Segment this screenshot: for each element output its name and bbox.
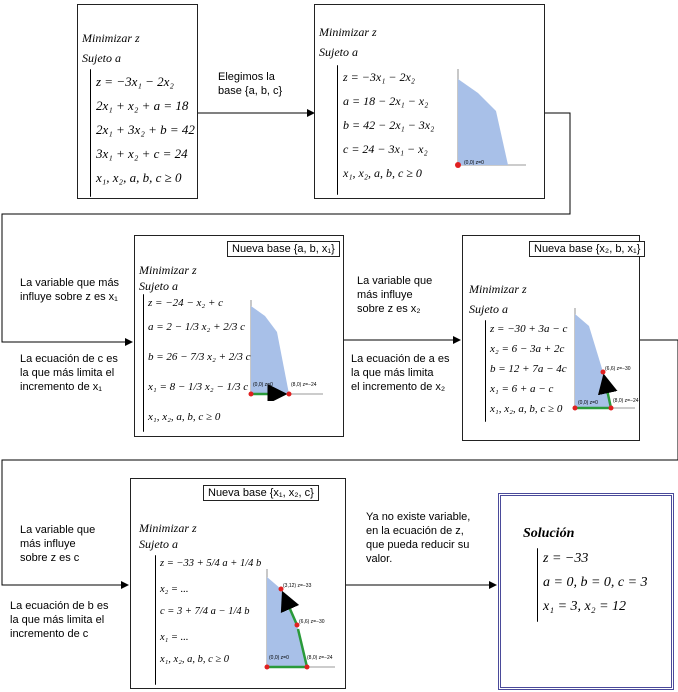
feasible-region-plot	[259, 565, 341, 677]
new-basis-label: Nueva base {x₂, b, x₁}	[529, 241, 645, 257]
equations: z = −3x₁ − 2x₂ 2x₁ + x₂ + a = 18 2x₁ + 3x₂ + b = 42 3x₁ + x₂ + c = 24 x₁, x₂, a, b, c ≥ 0	[96, 74, 195, 185]
svg-text:(0,0) z=0: (0,0) z=0	[253, 382, 273, 388]
svg-text:(3,12) z=−33: (3,12) z=−33	[283, 583, 312, 589]
entering-variable-note: La variable que más influye sobre z es x₁	[20, 277, 120, 303]
ratio-test-note: La ecuación de a es la que más limita el incremento de x₂	[351, 353, 450, 393]
system-brace	[90, 69, 91, 197]
feasible-region	[575, 314, 611, 408]
svg-text:(8,0) z=−24: (8,0) z=−24	[307, 655, 333, 661]
solution-values: z = −33 a = 0, b = 0, c = 3 x₁ = 3, x₂ = 12	[543, 551, 648, 614]
basis-x2bx1-box	[462, 235, 640, 441]
system-brace	[155, 555, 156, 685]
feasible-region-plot	[569, 304, 639, 414]
point-label: (0,0) z=0	[464, 160, 484, 166]
svg-text:(0,0) z=0: (0,0) z=0	[578, 400, 598, 406]
subject-to-label: Sujeto a	[139, 537, 178, 551]
minimize-title: Minimizar z	[319, 25, 377, 39]
point-8-0	[287, 392, 292, 397]
point-origin	[249, 392, 254, 397]
subject-to-label: Sujeto a	[469, 302, 508, 316]
point-origin	[455, 162, 461, 168]
system-brace	[143, 294, 144, 432]
basis-x1x2c-box	[130, 478, 346, 689]
system-brace	[485, 320, 486, 422]
svg-text:(0,0) z=0: (0,0) z=0	[269, 655, 289, 661]
solution-brace	[537, 548, 538, 622]
svg-text:(6,6) z=−30: (6,6) z=−30	[605, 366, 631, 372]
termination-note: Ya no existe variable, en la ecuación de z, que pueda reducir su valor.	[366, 511, 471, 565]
minimize-title: Minimizar z	[82, 31, 140, 45]
ratio-test-note: La ecuación de b es la que más limita el incremento de c	[10, 600, 109, 640]
feasible-region-plot	[450, 65, 530, 170]
subject-to-label: Sujeto a	[139, 279, 178, 293]
equations: z = −3x₁ − 2x₂ a = 18 − 2x₁ − x₂ b = 42 − 2x₁ − 3x₂ c = 24 − 3x₁ − x₂ x₁, x₂, a, b, c ≥ 0	[343, 70, 435, 180]
solution-title: Solución	[523, 526, 575, 541]
feasible-region-plot	[243, 296, 335, 401]
basis-abc-box	[314, 4, 545, 199]
minimize-title: Minimizar z	[139, 521, 197, 535]
entering-variable-note: La variable que más influye sobre z es x₂	[357, 275, 433, 315]
feasible-region	[251, 306, 289, 394]
minimize-title: Minimizar z	[469, 282, 527, 296]
minimize-title: Minimizar z	[139, 263, 197, 277]
new-basis-label: Nueva base {x₁, x₂, c}	[203, 485, 319, 501]
initial-model-box	[77, 4, 198, 199]
equations: z = −24 − x₂ + c a = 2 − 1/3 x₂ + 2/3 c b = 26 − 7/3 x₂ + 2/3 c x₁ = 8 − 1/3 x₂ − 1/3 c x₁, x₂, a, b, c ≥ 0	[148, 297, 251, 423]
subject-to-label: Sujeto a	[82, 51, 121, 65]
solution-box	[498, 493, 674, 690]
subject-to-label: Sujeto a	[319, 45, 358, 59]
svg-text:(6,6) z=−30: (6,6) z=−30	[299, 619, 325, 625]
equations: z = −33 + 5/4 a + 1/4 b x₂ = ... c = 3 + 7/4 a − 1/4 b x₁ = ... x₁, x₂, a, b, c ≥ 0	[160, 558, 262, 665]
svg-text:(8,0) z=−24: (8,0) z=−24	[291, 382, 317, 388]
entering-variable-note: La variable que más influye sobre z es c	[20, 524, 96, 564]
ratio-test-note: La ecuación de c es la que más limita el incremento de x₁	[20, 353, 118, 393]
svg-text:(8,0) z=−24: (8,0) z=−24	[613, 398, 639, 404]
new-basis-label: Nueva base {a, b, x₁}	[227, 241, 340, 257]
step1-note: Elegimos la base {a, b, c}	[218, 71, 283, 97]
system-brace	[337, 65, 338, 195]
equations: z = −30 + 3a − c x₂ = 6 − 3a + 2c b = 12 + 7a − 4c x₁ = 6 + a − c x₁, x₂, a, b, c ≥ 0	[490, 323, 568, 415]
basis-abx1-box	[134, 235, 344, 437]
feasible-region	[458, 79, 508, 165]
